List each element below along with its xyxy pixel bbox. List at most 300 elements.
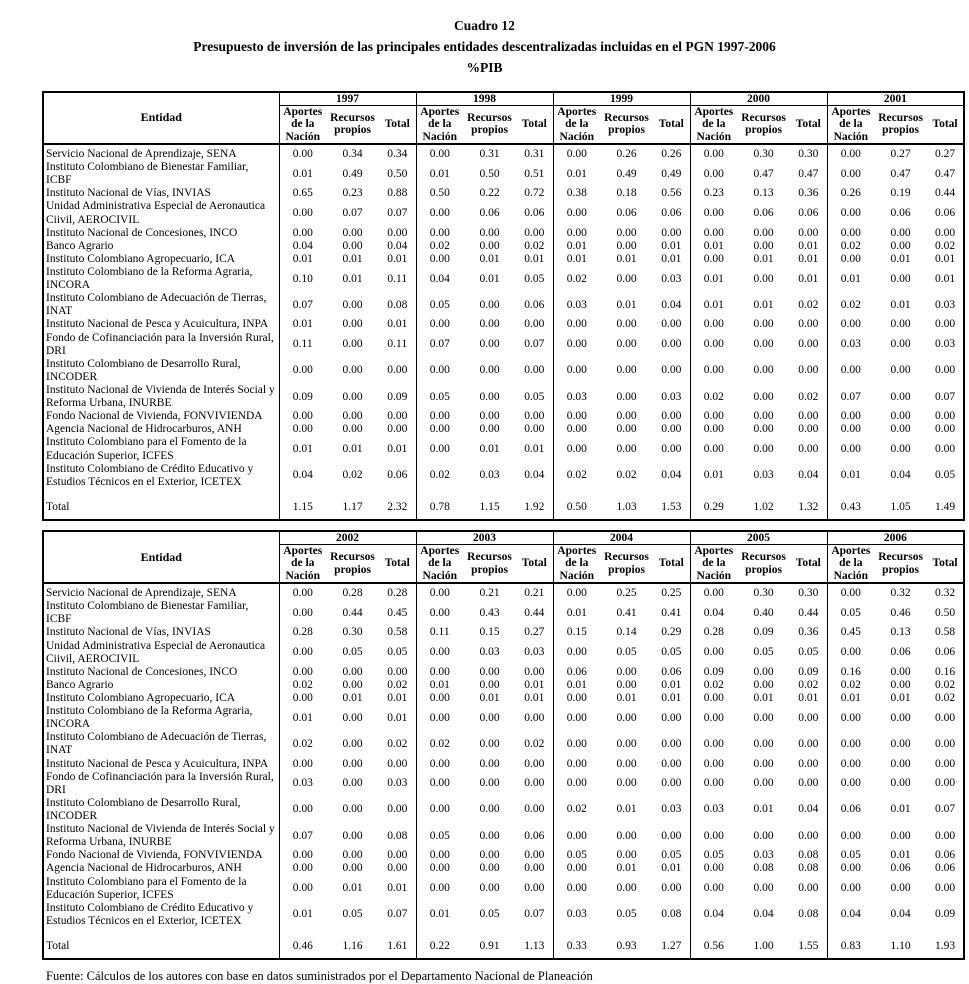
entity-row (43, 692, 964, 705)
value-cell: 0.44 (342, 606, 363, 619)
value-cell: 0.00 (690, 876, 737, 902)
year-header: 1997 (279, 92, 416, 106)
value-cell: 0.01 (553, 253, 600, 266)
value-cell: 0.18 (616, 187, 637, 200)
value-cell: 0.00 (416, 410, 463, 423)
entity-name: Instituto Nacional de Vivienda de Interés Social y Reforma Urbana, INURBE (43, 823, 279, 849)
value-cell: 0.19 (890, 187, 911, 200)
subcolumn-header: Total (379, 544, 416, 583)
value-cell: 0.09 (387, 390, 408, 403)
value-cell: 0.50 (387, 167, 408, 180)
value-cell: 0.00 (479, 410, 500, 423)
value-cell: 0.05 (935, 469, 956, 482)
value-cell: 0.00 (661, 757, 682, 770)
value-cell: 0.02 (416, 731, 463, 757)
value-cell: 0.32 (935, 587, 956, 600)
value-cell: 0.00 (690, 358, 737, 384)
value-cell: 0.00 (279, 358, 326, 384)
value-cell: 0.03 (661, 803, 682, 816)
value-cell: 0.01 (890, 298, 911, 311)
value-cell: 0.27 (524, 626, 545, 639)
value-cell: 0.43 (479, 606, 500, 619)
value-cell: 0.28 (690, 626, 737, 639)
value-cell: 1.00 (753, 940, 774, 952)
value-cell: 0.03 (553, 384, 600, 410)
value-cell: 0.33 (553, 928, 600, 959)
value-cell: 0.01 (387, 882, 408, 895)
value-cell: 0.00 (935, 364, 956, 377)
value-cell: 0.05 (416, 384, 463, 410)
year-header: 1999 (553, 92, 690, 106)
value-cell: 0.00 (690, 410, 737, 423)
entity-row (43, 187, 964, 200)
value-cell: 0.00 (827, 410, 874, 423)
value-cell: 0.09 (279, 384, 326, 410)
value-cell: 0.01 (416, 679, 463, 692)
value-cell: 0.05 (753, 646, 774, 659)
entity-row (43, 771, 964, 797)
value-cell: 0.08 (798, 862, 819, 875)
value-cell: 0.00 (890, 777, 911, 790)
value-cell: 0.47 (798, 167, 819, 180)
value-cell: 0.06 (935, 206, 956, 219)
value-cell: 0.00 (553, 771, 600, 797)
value-cell: 0.00 (524, 226, 545, 239)
value-cell: 0.06 (890, 862, 911, 875)
entity-row (43, 227, 964, 240)
value-cell: 0.01 (616, 252, 637, 265)
value-cell: 0.00 (279, 410, 326, 423)
value-cell: 0.00 (279, 666, 326, 679)
value-cell: 0.07 (342, 206, 363, 219)
value-cell: 0.00 (524, 364, 545, 377)
value-cell: 0.00 (935, 829, 956, 842)
value-cell: 0.06 (479, 206, 500, 219)
value-cell: 0.07 (279, 823, 326, 849)
value-cell: 0.05 (479, 908, 500, 921)
value-cell: 0.00 (479, 318, 500, 331)
value-cell: 0.02 (690, 384, 737, 410)
unit-label: %PIB (466, 59, 503, 75)
value-cell: 0.00 (553, 823, 600, 849)
value-cell: 0.00 (279, 583, 326, 600)
value-cell: 0.45 (387, 606, 408, 619)
value-cell: 0.07 (387, 206, 408, 219)
value-cell: 0.00 (416, 862, 463, 875)
entity-row (43, 423, 964, 436)
value-cell: 0.03 (661, 272, 682, 285)
value-cell: 0.31 (524, 147, 545, 160)
value-cell: 0.50 (935, 606, 956, 619)
value-cell: 0.00 (524, 665, 545, 678)
value-cell: 0.30 (798, 147, 819, 160)
value-cell: 0.00 (553, 423, 600, 436)
value-cell: 0.00 (416, 423, 463, 436)
value-cell: 0.02 (690, 679, 737, 692)
value-cell: 0.00 (690, 253, 737, 266)
value-cell: 0.06 (935, 849, 956, 862)
value-cell: 0.02 (387, 678, 408, 691)
value-cell: 0.00 (387, 862, 408, 875)
entity-row (43, 384, 964, 410)
value-cell: 0.06 (753, 206, 774, 219)
value-cell: 1.10 (890, 940, 911, 952)
value-cell: 0.05 (524, 390, 545, 403)
value-cell: 0.00 (342, 711, 363, 724)
entity-name: Instituto Nacional de Concesiones, INCO (43, 666, 279, 679)
subcolumn-header: Recursos propios (326, 105, 379, 144)
value-cell: 0.01 (935, 272, 956, 285)
value-cell: 1.61 (387, 940, 408, 952)
value-cell: 0.01 (479, 252, 500, 265)
value-cell: 0.00 (661, 410, 682, 423)
value-cell: 0.06 (935, 646, 956, 659)
value-cell: 0.44 (524, 606, 545, 619)
value-cell: 0.07 (279, 292, 326, 318)
value-cell: 0.00 (479, 678, 500, 691)
subcolumn-header: Recursos propios (737, 105, 790, 144)
value-cell: 0.00 (753, 777, 774, 790)
entity-name: Instituto Colombiano de Crédito Educativo y Estudios Técnicos en el Exterior, ICETEX (43, 902, 279, 928)
value-cell: 0.00 (827, 423, 874, 436)
value-cell: 0.00 (524, 318, 545, 331)
value-cell: 0.00 (890, 226, 911, 239)
value-cell: 0.00 (279, 144, 326, 161)
value-cell: 0.00 (342, 737, 363, 750)
value-cell: 0.00 (827, 253, 874, 266)
value-cell: 0.00 (827, 758, 874, 771)
value-cell: 0.01 (753, 252, 774, 265)
subcolumn-header: Total (790, 105, 827, 144)
subcolumn-header: Recursos propios (874, 105, 927, 144)
value-cell: 0.56 (690, 928, 737, 959)
value-cell: 0.00 (553, 705, 600, 731)
value-cell: 0.06 (935, 862, 956, 875)
subcolumn-header: Total (653, 105, 690, 144)
value-cell: 0.05 (387, 646, 408, 659)
value-cell: 0.06 (661, 665, 682, 678)
year-header: 2001 (827, 92, 964, 106)
subcolumn-header: Recursos propios (737, 544, 790, 583)
entity-row (43, 731, 964, 757)
value-cell: 0.00 (753, 423, 774, 436)
value-cell: 0.29 (661, 626, 682, 639)
value-cell: 0.00 (616, 410, 637, 423)
value-cell: 0.00 (342, 757, 363, 770)
value-cell: 0.02 (827, 679, 874, 692)
entity-row (43, 679, 964, 692)
subcolumn-header: Aportes de la Nación (553, 544, 600, 583)
value-cell: 0.04 (890, 908, 911, 921)
value-cell: 0.04 (524, 469, 545, 482)
value-cell: 0.00 (553, 200, 600, 226)
value-cell: 0.08 (661, 908, 682, 921)
value-cell: 0.01 (479, 692, 500, 705)
value-cell: 0.26 (827, 187, 874, 200)
value-cell: 0.02 (798, 298, 819, 311)
value-cell: 0.02 (342, 469, 363, 482)
subcolumn-header: Aportes de la Nación (827, 544, 874, 583)
value-cell: 0.06 (890, 206, 911, 219)
value-cell: 0.06 (890, 646, 911, 659)
value-cell: 0.83 (827, 928, 874, 959)
value-cell: 0.00 (416, 436, 463, 462)
value-cell: 0.26 (616, 147, 637, 160)
title-block (0, 16, 969, 79)
entity-name: Instituto Nacional de Pesca y Acuicultura, INPA (43, 318, 279, 331)
subcolumn-header: Recursos propios (463, 544, 516, 583)
value-cell: 0.00 (479, 777, 500, 790)
value-cell: 0.00 (827, 227, 874, 240)
entity-row (43, 358, 964, 384)
value-cell: 0.00 (616, 757, 637, 770)
value-cell: 0.28 (342, 587, 363, 600)
value-cell: 0.00 (342, 777, 363, 790)
value-cell: 0.00 (342, 226, 363, 239)
value-cell: 0.06 (387, 469, 408, 482)
value-cell: 0.07 (387, 908, 408, 921)
value-cell: 0.36 (798, 187, 819, 200)
value-cell: 0.04 (387, 239, 408, 252)
value-cell: 0.00 (661, 364, 682, 377)
value-cell: 0.01 (616, 692, 637, 705)
value-cell: 0.00 (890, 829, 911, 842)
entity-name: Servicio Nacional de Aprendizaje, SENA (43, 583, 279, 600)
year-header: 2005 (690, 531, 827, 545)
value-cell: 0.00 (890, 711, 911, 724)
value-cell: 0.02 (279, 731, 326, 757)
entity-row (43, 600, 964, 626)
value-cell: 0.30 (798, 587, 819, 600)
value-cell: 0.00 (616, 364, 637, 377)
value-cell: 1.32 (798, 500, 819, 513)
value-cell: 0.00 (553, 758, 600, 771)
value-cell: 0.26 (661, 147, 682, 160)
value-cell: 0.01 (279, 161, 326, 187)
value-cell: 1.02 (753, 500, 774, 513)
entity-name: Unidad Administrativa Especial de Aeronautica Ciivil, AEROCIVIL (43, 200, 279, 226)
value-cell: 0.00 (479, 338, 500, 351)
value-cell: 0.03 (753, 849, 774, 862)
value-cell: 0.01 (827, 463, 874, 489)
value-cell: 0.00 (753, 442, 774, 455)
value-cell: 0.00 (690, 227, 737, 240)
value-cell: 0.00 (690, 731, 737, 757)
value-cell: 0.01 (753, 298, 774, 311)
value-cell: 1.03 (616, 500, 637, 513)
value-cell: 0.00 (661, 829, 682, 842)
value-cell: 0.00 (416, 771, 463, 797)
value-cell: 0.00 (279, 600, 326, 626)
value-cell: 0.00 (342, 862, 363, 875)
value-cell: 0.00 (827, 771, 874, 797)
value-cell: 0.00 (479, 711, 500, 724)
value-cell: 0.09 (798, 665, 819, 678)
value-cell: 0.02 (279, 679, 326, 692)
entity-name: Agencia Nacional de Hidrocarburos, ANH (43, 862, 279, 875)
value-cell: 0.03 (935, 338, 956, 351)
entity-name: Instituto Nacional de Vivienda de Interés Social y Reforma Urbana, INURBE (43, 384, 279, 410)
value-cell: 0.00 (827, 200, 874, 226)
value-cell: 0.00 (553, 862, 600, 875)
value-cell: 0.00 (935, 442, 956, 455)
value-cell: 0.00 (387, 849, 408, 862)
year-header: 1998 (416, 92, 553, 106)
value-cell: 0.01 (616, 862, 637, 875)
value-cell: 0.00 (935, 410, 956, 423)
subcolumn-header: Total (516, 105, 553, 144)
subcolumn-header: Aportes de la Nación (690, 105, 737, 144)
value-cell: 0.00 (279, 200, 326, 226)
subcolumn-header: Aportes de la Nación (553, 105, 600, 144)
value-cell: 0.02 (524, 239, 545, 252)
value-cell: 0.02 (416, 463, 463, 489)
value-cell: 0.28 (387, 587, 408, 600)
value-cell: 0.00 (479, 298, 500, 311)
value-cell: 0.43 (827, 489, 874, 520)
value-cell: 0.08 (798, 849, 819, 862)
value-cell: 0.00 (479, 390, 500, 403)
value-cell: 0.00 (616, 272, 637, 285)
value-cell: 0.00 (342, 849, 363, 862)
value-cell: 0.00 (890, 757, 911, 770)
value-cell: 0.13 (753, 187, 774, 200)
value-cell: 0.00 (553, 318, 600, 331)
value-cell: 0.03 (553, 902, 600, 928)
value-cell: 0.00 (753, 226, 774, 239)
value-cell: 0.50 (416, 187, 463, 200)
value-cell: 0.00 (616, 442, 637, 455)
value-cell: 0.00 (553, 692, 600, 705)
value-cell: 0.41 (616, 606, 637, 619)
value-cell: 0.03 (661, 390, 682, 403)
entity-row (43, 436, 964, 462)
value-cell: 0.00 (416, 200, 463, 226)
value-cell: 0.01 (827, 266, 874, 292)
value-cell: 0.04 (416, 266, 463, 292)
value-cell: 0.00 (524, 849, 545, 862)
value-cell: 0.28 (279, 626, 326, 639)
value-cell: 0.23 (342, 187, 363, 200)
value-cell: 1.92 (524, 500, 545, 513)
value-cell: 0.00 (479, 665, 500, 678)
value-cell: 0.00 (935, 882, 956, 895)
value-cell: 0.00 (827, 161, 874, 187)
value-cell: 0.03 (690, 797, 737, 823)
entity-name: Instituto Colombiano de la Reforma Agraria, INCORA (43, 705, 279, 731)
value-cell: 0.27 (890, 147, 911, 160)
year-header: 2002 (279, 531, 416, 545)
value-cell: 0.03 (553, 292, 600, 318)
value-cell: 0.06 (827, 797, 874, 823)
value-cell: 0.00 (342, 239, 363, 252)
value-cell: 0.00 (753, 711, 774, 724)
value-cell: 0.78 (416, 489, 463, 520)
value-cell: 0.00 (342, 318, 363, 331)
value-cell: 0.00 (798, 318, 819, 331)
value-cell: 0.08 (798, 908, 819, 921)
budget-table-1997-2001 (42, 91, 965, 521)
subcolumn-header: Recursos propios (874, 544, 927, 583)
value-cell: 0.01 (661, 862, 682, 875)
subcolumn-header: Recursos propios (463, 105, 516, 144)
value-cell: 0.02 (616, 469, 637, 482)
value-cell: 1.15 (279, 489, 326, 520)
value-cell: 0.00 (890, 442, 911, 455)
value-cell: 0.47 (753, 167, 774, 180)
entity-name: Banco Agrario (43, 240, 279, 253)
entity-name: Instituto Colombiano de Bienestar Familiar, ICBF (43, 161, 279, 187)
value-cell: 0.40 (753, 606, 774, 619)
value-cell: 0.88 (387, 187, 408, 200)
value-cell: 0.06 (524, 298, 545, 311)
subcolumn-header: Total (379, 105, 416, 144)
value-cell: 0.00 (661, 338, 682, 351)
value-cell: 0.00 (753, 338, 774, 351)
value-cell: 0.00 (616, 777, 637, 790)
value-cell: 0.01 (342, 692, 363, 705)
value-cell: 0.01 (279, 705, 326, 731)
value-cell: 0.01 (798, 252, 819, 265)
entity-row (43, 666, 964, 679)
value-cell: 0.00 (479, 364, 500, 377)
value-cell: 0.58 (935, 626, 956, 639)
value-cell: 0.00 (553, 583, 600, 600)
entity-name: Instituto Colombiano para el Fomento de la Educación Superior, ICFES (43, 876, 279, 902)
value-cell: 0.00 (690, 823, 737, 849)
entity-name: Instituto Colombiano de Desarrollo Rural, INCODER (43, 797, 279, 823)
value-cell: 0.00 (690, 423, 737, 436)
entity-row (43, 862, 964, 875)
value-cell: 0.11 (416, 626, 463, 639)
value-cell: 0.15 (479, 626, 500, 639)
value-cell: 0.00 (342, 364, 363, 377)
value-cell: 0.02 (798, 678, 819, 691)
total-row (43, 489, 964, 520)
value-cell: 0.00 (935, 777, 956, 790)
value-cell: 0.00 (890, 272, 911, 285)
value-cell: 0.21 (524, 587, 545, 600)
value-cell: 0.07 (827, 384, 874, 410)
value-cell: 0.04 (661, 298, 682, 311)
value-cell: 0.05 (798, 646, 819, 659)
value-cell: 0.03 (524, 646, 545, 659)
value-cell: 0.04 (661, 469, 682, 482)
value-cell: 0.00 (387, 226, 408, 239)
value-cell: 0.15 (553, 626, 600, 639)
value-cell: 0.01 (798, 272, 819, 285)
subcolumn-header: Aportes de la Nación (690, 544, 737, 583)
value-cell: 0.00 (753, 239, 774, 252)
entity-column-header: Entidad (43, 92, 279, 144)
value-cell: 0.29 (690, 489, 737, 520)
value-cell: 0.00 (690, 200, 737, 226)
value-cell: 0.46 (890, 606, 911, 619)
value-cell: 0.00 (798, 442, 819, 455)
value-cell: 0.01 (690, 266, 737, 292)
value-cell: 0.00 (690, 758, 737, 771)
value-cell: 0.01 (890, 803, 911, 816)
value-cell: 0.01 (524, 692, 545, 705)
value-cell: 0.02 (553, 463, 600, 489)
value-cell: 0.00 (890, 423, 911, 436)
value-cell: 0.00 (479, 882, 500, 895)
value-cell: 0.00 (342, 298, 363, 311)
value-cell: 0.00 (753, 665, 774, 678)
value-cell: 0.02 (553, 797, 600, 823)
value-cell: 0.01 (387, 318, 408, 331)
value-cell: 0.00 (690, 332, 737, 358)
